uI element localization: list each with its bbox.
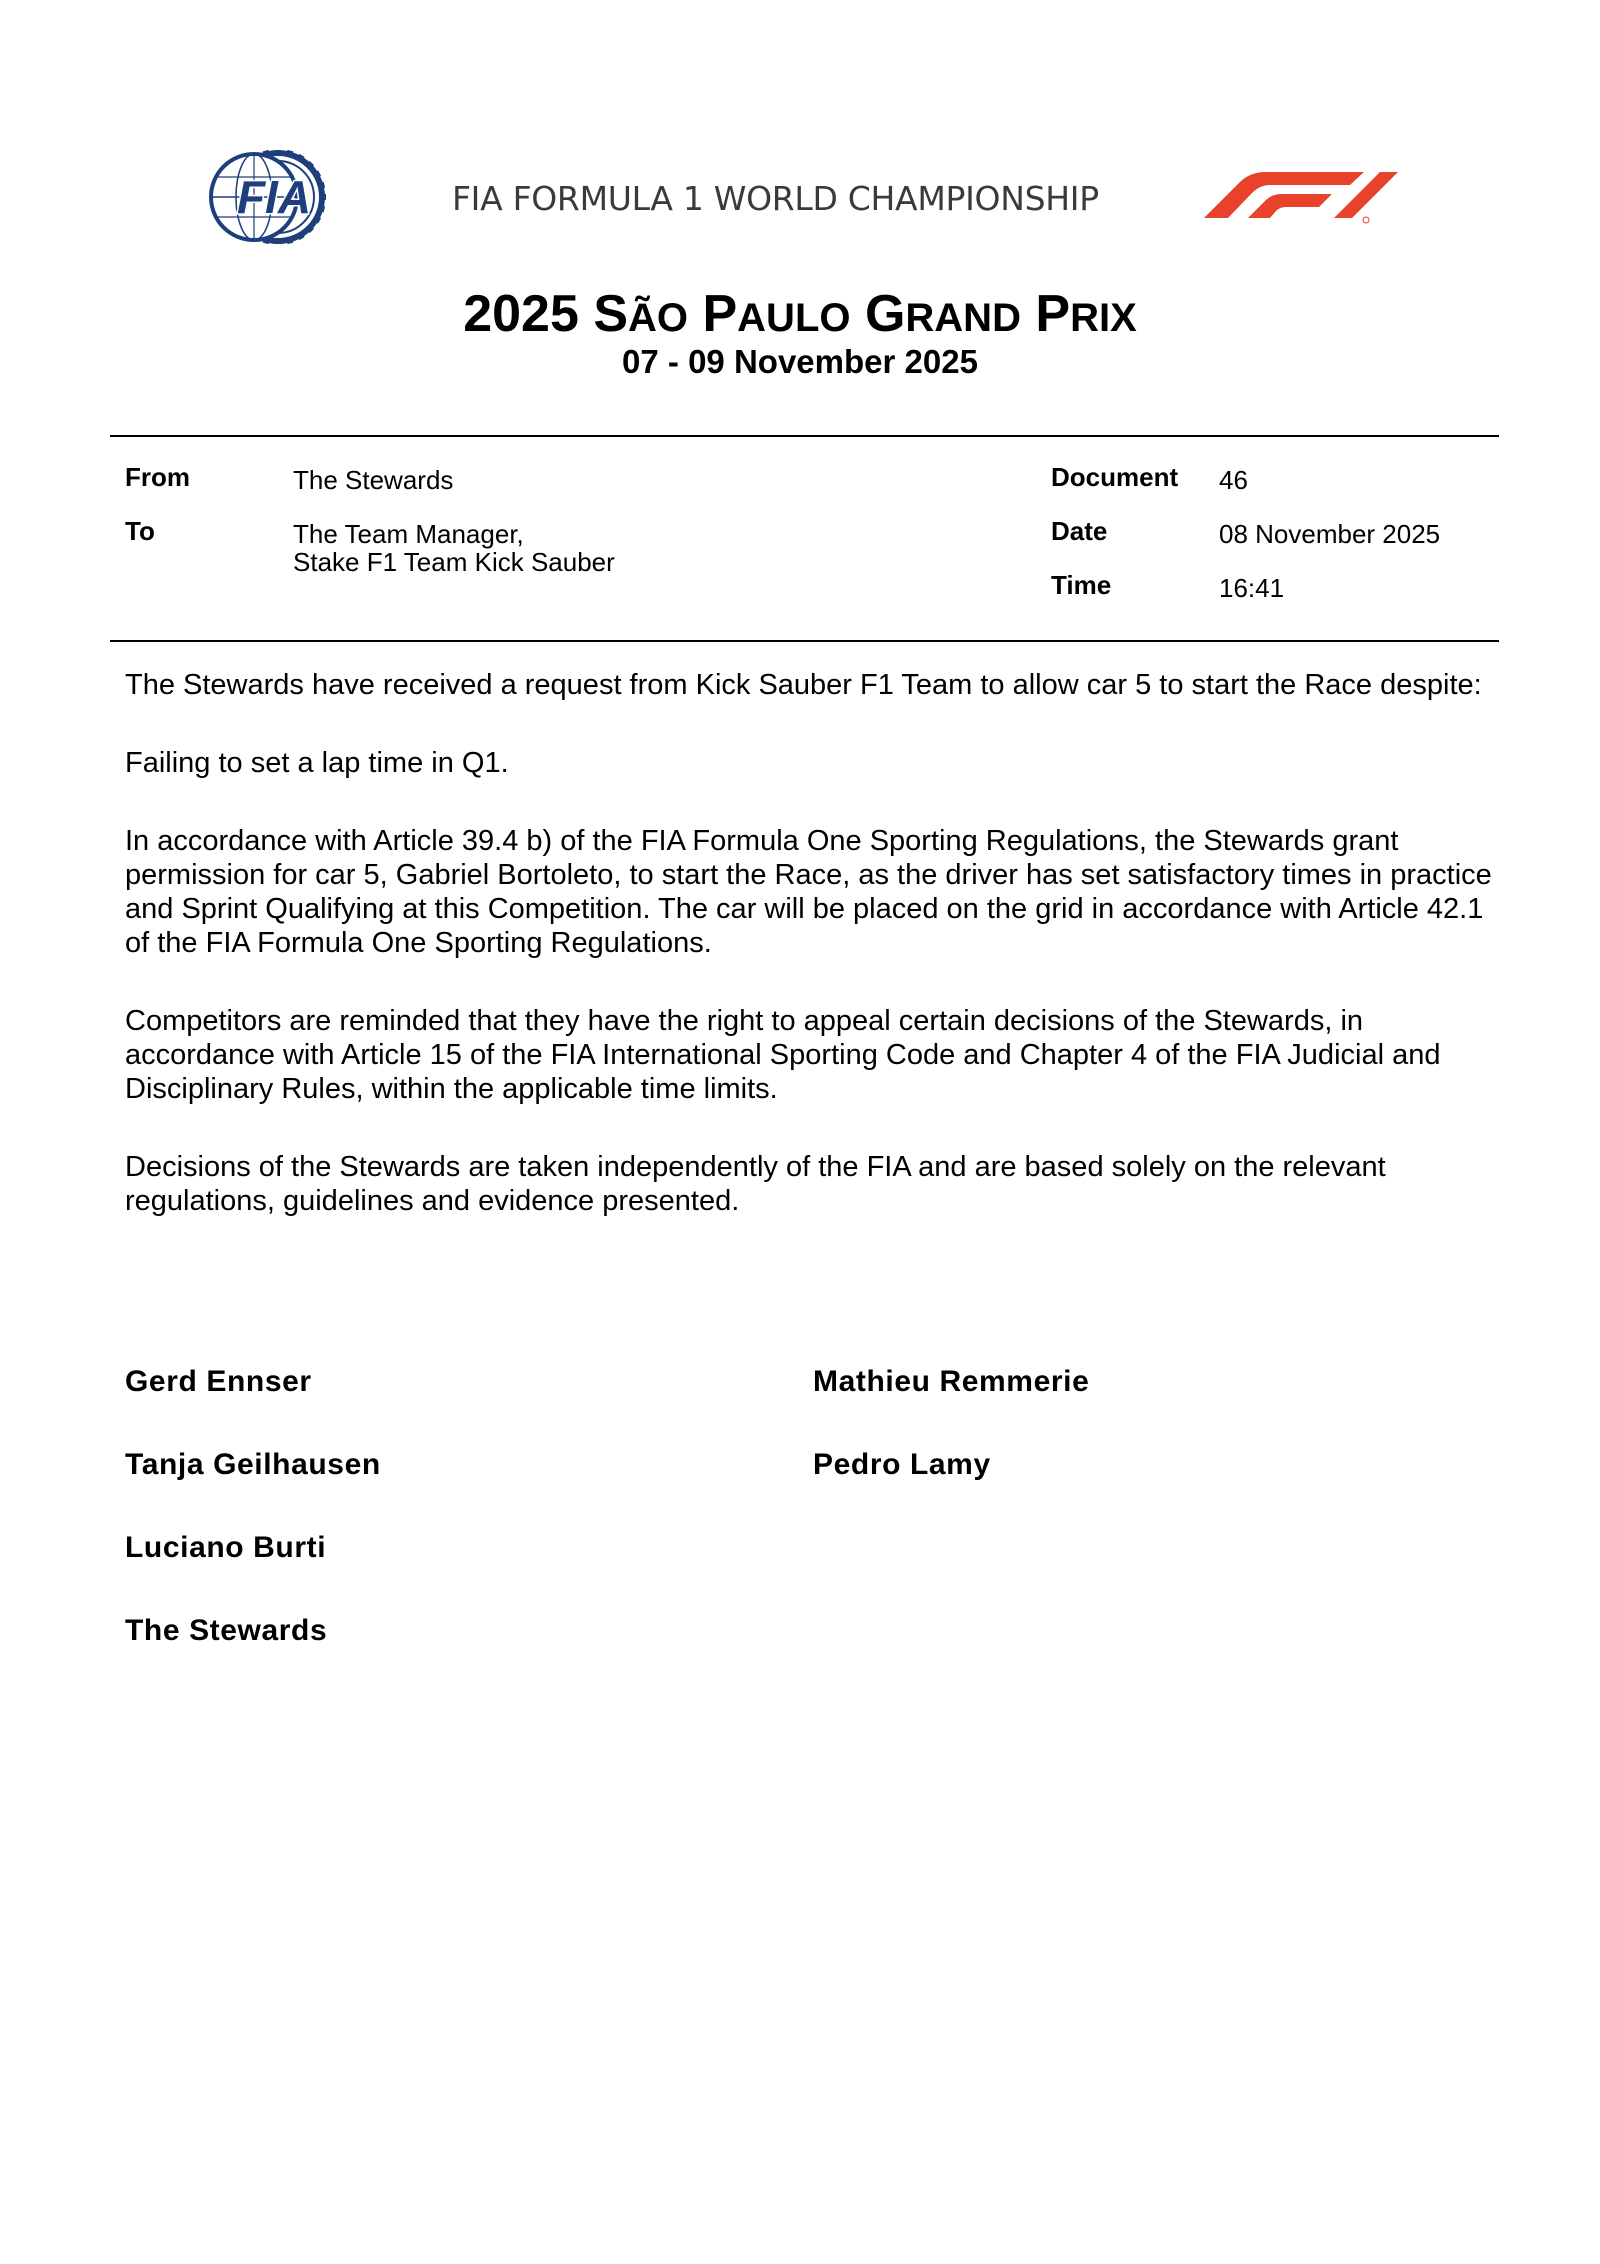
from-label: From	[125, 462, 190, 492]
document-number: 46	[1219, 465, 1248, 495]
championship-title: FIA FORMULA 1 WORLD CHAMPIONSHIP	[452, 179, 1099, 218]
time-label: Time	[1051, 570, 1112, 600]
to-value-line-1: The Team Manager,	[293, 519, 524, 549]
event-title-word-4: PRIX	[1035, 285, 1137, 343]
steward-signature: Luciano Burti	[125, 1531, 327, 1564]
event-dates: 07 - 09 November 2025	[622, 343, 978, 380]
event-title-word-3: GRAND	[864, 285, 1021, 343]
to-label: To	[125, 516, 155, 546]
header-divider-top	[110, 435, 1499, 437]
paragraph-request: The Stewards have received a request from Kick Sauber F1 Team to allow car 5 to start the Race despite:	[125, 669, 1482, 701]
fia-logo	[204, 150, 342, 244]
to-value-line-2: Stake F1 Team Kick Sauber	[293, 547, 615, 577]
f1-logo	[1204, 170, 1402, 226]
steward-signature: Tanja Geilhausen	[125, 1448, 381, 1481]
steward-signature: Gerd Ennser	[125, 1365, 312, 1398]
paragraph-independence: Decisions of the Stewards are taken independently of the FIA and are based solely on the relevant regulations, guidelines and evidence presented.	[125, 1151, 1386, 1217]
fia-logo-text: FIA	[236, 171, 312, 223]
event-title	[0, 283, 1600, 349]
paragraph-decision: In accordance with Article 39.4 b) of the FIA Formula One Sporting Regulations, the Stewards grant permission for car 5, Gabriel Bortoleto, to start the Race, as the driver has set satisfactory times in practice and Sprint Qualifying at this Competition. The car will be placed on the grid in accordance with Article 42.1 of the FIA Formula One Sporting Regulations.	[125, 825, 1492, 959]
stewards-signoff: The Stewards	[125, 1614, 328, 1647]
from-value: The Stewards	[293, 465, 454, 495]
paragraph-appeal: Competitors are reminded that they have the right to appeal certain decisions of the Stewards, in accordance with Article 15 of the FIA International Sporting Code and Chapter 4 of the FIA Judicial and Disciplinary Rules, within the applicable time limits.	[125, 1005, 1441, 1105]
steward-signature: Mathieu Remmerie	[813, 1365, 1090, 1398]
time-value: 16:41	[1219, 573, 1285, 603]
event-title-word-1: SÃO	[593, 285, 689, 343]
event-title-word-2: PAULO	[702, 285, 851, 343]
header-divider-bottom	[110, 640, 1499, 642]
steward-signature: Pedro Lamy	[813, 1448, 991, 1481]
date-label: Date	[1051, 516, 1108, 546]
document-label: Document	[1051, 462, 1179, 492]
event-year: 2025	[463, 285, 579, 343]
decision-body	[125, 668, 1495, 1262]
date-value: 08 November 2025	[1219, 519, 1441, 549]
paragraph-reason: Failing to set a lap time in Q1.	[125, 747, 509, 779]
to-value	[293, 520, 615, 576]
